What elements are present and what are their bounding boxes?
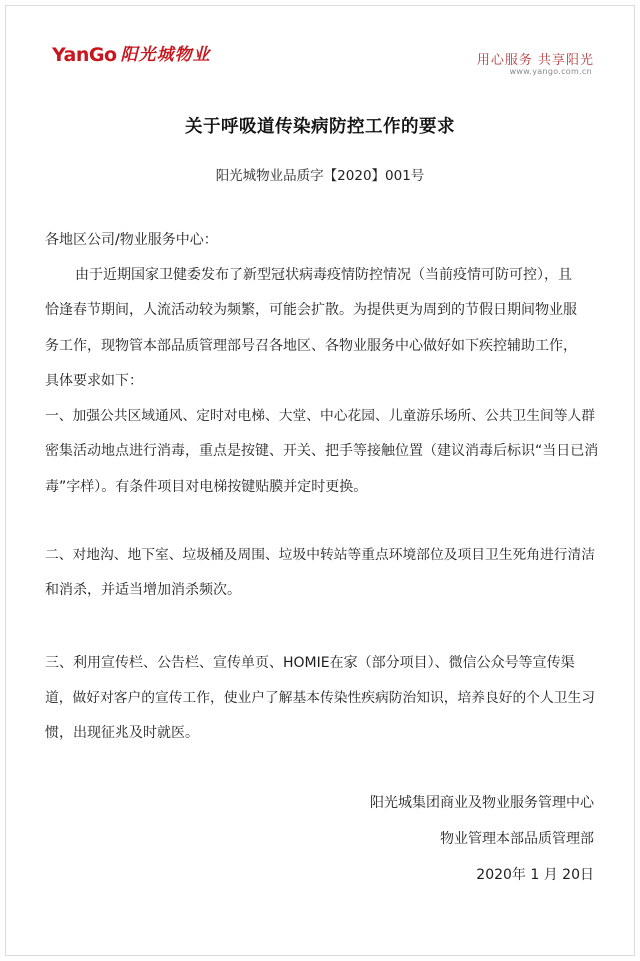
item-1-line: 密集活动地点进行消毒，重点是按键、开关、把手等接触位置（建议消毒后标识“当日已消 — [45, 443, 599, 459]
item-3-line: 三、利用宣传栏、公告栏、宣传单页、HOMIE在家（部分项目）、微信公众号等宣传渠 — [45, 655, 575, 671]
salutation: 各地区公司/物业服务中心： — [45, 232, 218, 248]
signature-department: 物业管理本部品质管理部 — [440, 831, 594, 847]
item-2-line: 二、对地沟、地下室、垃圾桶及周围、垃圾中转站等重点环境部位及项目卫生死角进行清洁 — [45, 547, 596, 563]
intro-line: 具体要求如下： — [45, 373, 143, 389]
signature-date: 2020年 1 月 20日 — [476, 867, 594, 883]
signature-organization: 阳光城集团商业及物业服务管理中心 — [370, 795, 594, 811]
logo-chinese: 阳光城物业 — [120, 45, 211, 65]
item-1-line: 一、加强公共区域通风、定时对电梯、大堂、中心花园、儿童游乐场所、公共卫生间等人群 — [45, 408, 596, 424]
document-title: 关于呼吸道传染病防控工作的要求 — [185, 117, 455, 137]
document-number: 阳光城物业品质字【2020】001号 — [215, 168, 425, 184]
company-slogan: 用心服务 共享阳光 — [476, 53, 594, 68]
intro-line: 由于近期国家卫健委发布了新型冠状病毒疫情防控情况（当前疫情可防可控），且 — [75, 267, 572, 283]
logo-english: YanGo — [52, 44, 117, 66]
item-1-line: 毒”字样）。有条件项目对电梯按键贴膜并定时更换。 — [45, 479, 368, 495]
item-2-line: 和消杀，并适当增加消杀频次。 — [45, 582, 241, 598]
intro-line: 务工作，现物管本部品质管理部号召各地区、各物业服务中心做好如下疾控辅助工作， — [45, 338, 577, 354]
company-logo — [52, 44, 211, 66]
letterhead — [0, 0, 640, 90]
intro-line: 恰逢春节期间，人流活动较为频繁，可能会扩散。为提供更为周到的节假日期间物业服 — [45, 302, 577, 318]
item-3-line: 惯，出现征兆及时就医。 — [45, 725, 199, 741]
company-website: www.yango.com.cn — [509, 67, 592, 76]
item-3-line: 道，做好对客户的宣传工作，使业户了解基本传染性疾病防治知识，培养良好的个人卫生习 — [45, 690, 596, 706]
